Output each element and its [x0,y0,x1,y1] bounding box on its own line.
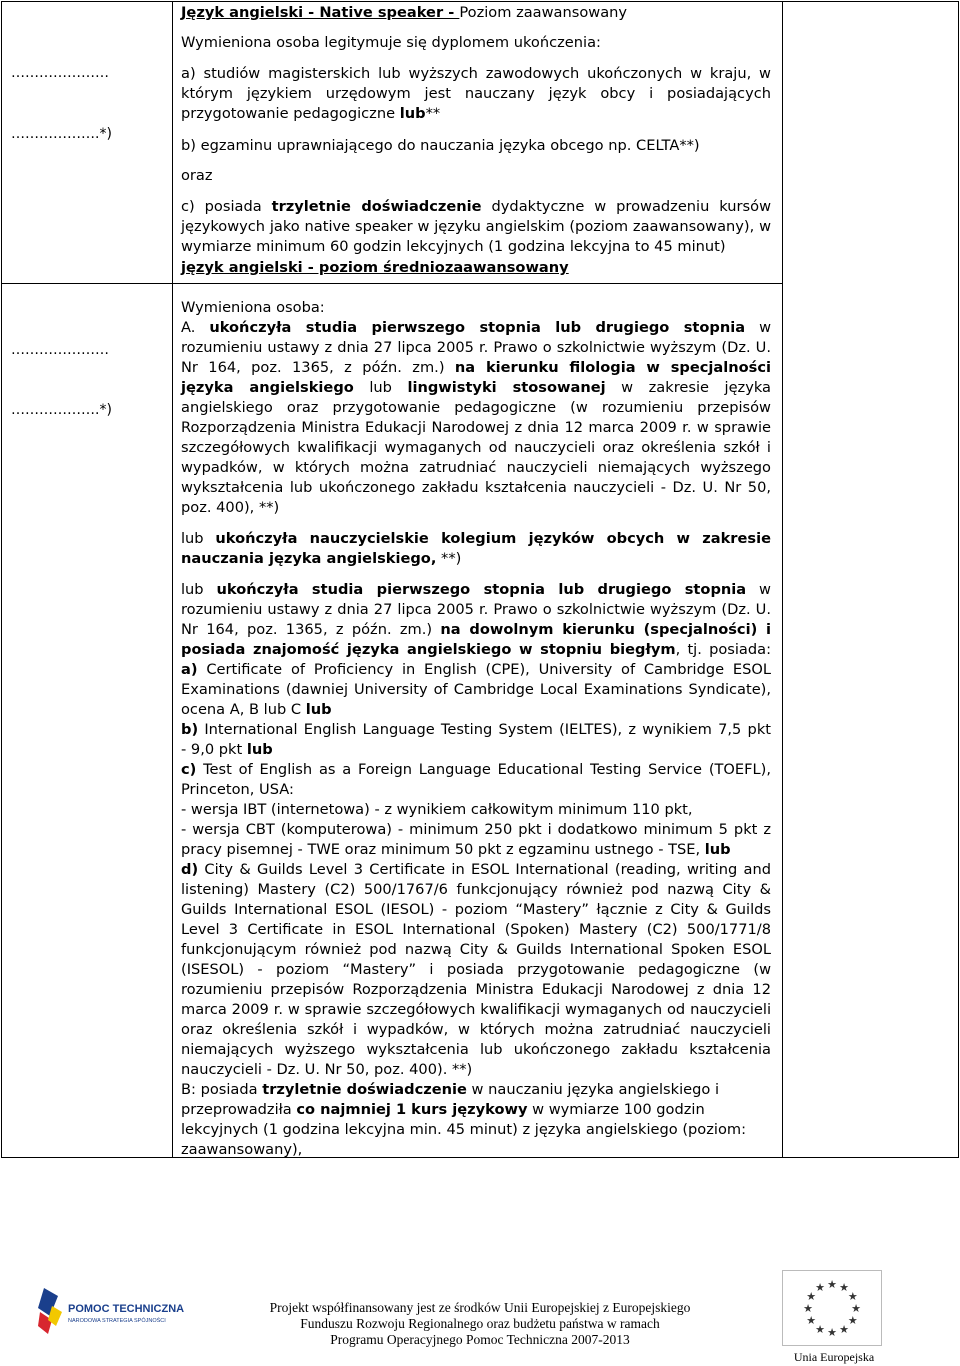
A-line: rozumieniu ustawy z dnia 27 lipca 2005 r. Prawo o szkolnictwie wyższym (Dz. U. [181,339,771,356]
bold-text: lingwistyki stosowanej [407,379,606,396]
cert-d-line: oraz określenia szkół i wypadków, w których można zatrudniać nauczycieli [181,1021,771,1038]
cert-d-line [181,860,771,880]
text-run: City & Guilds Level 3 Certificate in ESOL International (reading, writing and [198,861,771,878]
A-line [181,358,771,378]
eu-star-icon: ★ [839,1322,849,1336]
bold-text: na kierunku filologia w specjalności [454,359,771,376]
footer-line: Programu Operacyjnego Pomoc Techniczna 2007-2013 [330,1332,630,1347]
text-run: Nr 164, poz. 1365, z późn. zm.) [181,621,441,638]
item-a-bold: lub [399,105,426,122]
bold-text: posiada znajomość języka angielskiego w stopniu biegłym [181,641,676,658]
section1-title-bold: Język angielski - Native speaker - [181,4,460,21]
bold-text: d) [181,861,199,878]
footer-line: Funduszu Rozwoju Regionalnego oraz budżetu państwa w ramach [300,1316,660,1331]
eu-star-icon: ★ [847,1290,858,1303]
text-run: w wymiarze 100 godzin [527,1101,705,1118]
text-run: **) [436,550,462,567]
section1-oraz: oraz [181,167,213,184]
bold-text: a) [181,661,198,678]
cert-d-line: funkcjonującym również pod nazwą City & Guilds International Spoken ESOL [181,941,771,958]
pomoc-techniczna-emblem-icon [36,1286,64,1336]
footer-line: Projekt współfinansowany jest ze środków Unii Europejskiej z Europejskiego [269,1300,691,1315]
cert-a-line: Examinations (dawniej University of Cambridge Local Examinations Syndicate), [181,681,771,698]
bold-text: trzyletnie doświadczenie [262,1081,467,1098]
right-cell [783,2,959,1158]
text-run: pracy pisemnej - TWE oraz minimum 50 pkt z egzaminu ustnego - TSE, [181,841,705,858]
A-line [181,318,771,338]
row2-marker: ……………….*) [11,402,112,418]
section1-title-level: Poziom zaawansowany [459,4,628,21]
eu-star-icon: ★ [847,1314,858,1327]
bold-text: ukończyła studia pierwszego stopnia lub drugiego stopnia [209,319,746,336]
cert-d-line: listening) Mastery (C2) 500/1767/6 funkcjonujący również pod nazwą City & [181,881,771,898]
text-run: w [745,319,771,336]
section2-title [181,258,569,278]
eu-flag [782,1270,882,1346]
section1-item-c [181,197,771,257]
B-line: zaawansowany), [181,1141,303,1158]
section2-option-A [181,318,771,518]
A-line: angielskiego oraz przygotowanie pedagogiczne (w rozumieniu przepisów [181,399,771,416]
text-run: Nr 164, poz. 1365, z późn. zm.) [181,359,455,376]
B-line [181,1100,771,1120]
item-c-bold: trzyletnie doświadczenie [271,198,482,215]
eu-star-icon: ★ [839,1281,849,1295]
item-a-line [181,104,771,124]
text-run: Certificate of Proficiency in English (CPE), University of Cambridge ESOL [197,661,771,678]
bold-text: co najmniej 1 kurs językowy [296,1101,528,1118]
logo-subtitle: NARODOWA STRATEGIA SPÓJNOŚCI [68,1318,166,1324]
cert-c-line: - wersja CBT (komputerowa) - minimum 250 pkt i dodatkowo minimum 5 pkt z [181,821,771,838]
row1-dots: ………………… [11,65,109,81]
item-a-text: przygotowanie pedagogiczne [181,105,400,122]
eu-star-icon: ★ [806,1290,817,1303]
eu-label: Unia Europejska [793,1350,875,1364]
item-c-line: wymiarze minimum 60 godzin lekcyjnych (1 godzina lekcyjna to 45 minut) [181,238,726,255]
B-line [181,1080,771,1100]
eu-star-icon: ★ [851,1302,861,1315]
text-run: A. [181,319,210,336]
text-run: lub [353,379,408,396]
text-run: - 9,0 pkt [181,741,247,758]
cert-d-line: niemających wyższego wykształcenia lub ukończonego zakładu kształcenia [181,1041,771,1058]
section2-intro: Wymieniona osoba: [181,299,325,316]
eu-star-icon: ★ [815,1322,825,1336]
text-run: w nauczaniu języka angielskiego i [466,1081,720,1098]
K-line [181,549,771,569]
logo-title: POMOC TECHNICZNA [68,1303,185,1315]
cert-d-line: (ISESOL) - poziom “Mastery” i posiada przygotowanie pedagogiczne (w [181,961,771,978]
cert-d-line: Level 3 Certificate in ESOL International (Spoken) Mastery (C2) 500/1771/8 [181,921,771,938]
A-line: wypadków, w których można zatrudniać nauczycieli niemających wyższego [181,459,771,476]
text-run: w [746,581,771,598]
A-line: wykształcenia lub ukończonego zakładu kształcenia nauczycieli - Dz. U. Nr 50, [181,479,771,496]
bold-text: nauczania języka angielskiego, [181,550,437,567]
cert-d-line: nauczycieli - Dz. U. Nr 50, poz. 400). **) [181,1061,473,1078]
text-run: , tj. posiada: [675,641,771,658]
S-line [181,620,771,640]
section1-item-a [181,64,771,124]
cert-a-line [181,660,771,680]
section2-option-studia [181,580,771,1160]
text-run: International English Language Testing System (IELTES), z wynikiem 7,5 pkt [198,721,771,738]
row1-marker: ……………….*) [11,126,112,142]
text-run: ocena A, B lub C [181,701,306,718]
bold-text: lub [305,701,332,718]
item-c-line [181,197,771,217]
text-run: w zakresie języka [605,379,771,396]
text-run: przeprowadziła [181,1101,297,1118]
S-line [181,580,771,600]
section1-intro: Wymieniona osoba legitymuje się dyplomem ukończenia: [181,34,601,51]
section1-item-b: b) egzaminu uprawniającego do nauczania języka obcego np. CELTA**) [181,137,700,154]
text-run: lub [181,530,216,547]
A-line: Rozporządzenia Ministra Edukacji Narodowej z dnia 12 marca 2009 r. w sprawie [181,419,771,436]
cert-d-line: Guilds International ESOL (IESOL) - poziom “Mastery” łącznie z City & Guilds [181,901,771,918]
row2-dots: ………………… [11,342,109,358]
item-c-text: dydaktyczne w prowadzeniu kursów [481,198,772,215]
eu-star-icon: ★ [827,1278,837,1291]
eu-star-icon: ★ [806,1314,817,1327]
cert-c-line [181,840,771,860]
cert-b-line [181,720,771,740]
bold-text: na dowolnym kierunku (specjalności) i [440,621,771,638]
footer-project-text [236,1300,724,1348]
pomoc-techniczna-logo [36,1286,196,1338]
cert-c-line: Princeton, USA: [181,781,294,798]
cert-b-line [181,740,771,760]
cert-c-line [181,760,771,780]
item-a-suffix: ** [425,105,441,122]
bold-text: lub [704,841,731,858]
S-line: rozumieniu ustawy z dnia 27 lipca 2005 r. Prawo o szkolnictwie wyższym (Dz. U. [181,601,771,618]
A-line: szczegółowych kwalifikacji wymaganych od nauczycieli oraz określenia szkół i [181,439,771,456]
bold-text: b) [181,721,199,738]
item-a-line: a) studiów magisterskich lub wyższych zawodowych ukończonych w kraju, w [181,65,771,82]
text-run: lub [181,581,217,598]
item-c-line: językowych jako native speaker w języku angielskim (poziom zaawansowany), w [181,218,771,235]
eu-star-icon: ★ [827,1326,837,1339]
text-run: Test of English as a Foreign Language Educational Testing Service (TOEFL), [196,761,771,778]
cert-d-line: marca 2009 r. w sprawie szczegółowych kwalifikacji wymaganych od nauczycieli [181,1001,771,1018]
S-line [181,640,771,660]
bold-text: lub [246,741,273,758]
eu-stars-icon [783,1271,881,1345]
A-line [181,378,771,398]
section2-title-text: język angielski - poziom średniozaawansowany [181,259,569,276]
text-run: B: posiada [181,1081,263,1098]
eu-star-icon: ★ [815,1281,825,1295]
A-line: poz. 400), **) [181,499,280,516]
K-line [181,529,771,549]
section2-option-kolegium [181,529,771,569]
bold-text: języka angielskiego [181,379,354,396]
section1-title [181,3,627,23]
B-line: lekcyjnych (1 godzina lekcyjna min. 45 minut) z języka angielskiego (poziom: [181,1121,747,1138]
cert-d-line: rozumieniu przepisów Rozporządzenia Ministra Edukacji Narodowej z dnia 12 [181,981,771,998]
item-a-line: którym językiem urzędowym jest nauczany język obcy i posiadających [181,85,771,102]
item-c-text: c) posiada [181,198,272,215]
cert-c-line: - wersja IBT (internetowa) - z wynikiem całkowitym minimum 110 pkt, [181,801,693,818]
bold-text: c) [181,761,197,778]
bold-text: ukończyła studia pierwszego stopnia lub drugiego stopnia [216,581,747,598]
cert-a-line [181,700,771,720]
eu-star-icon: ★ [803,1302,813,1315]
bold-text: ukończyła nauczycielskie kolegium języków obcych w zakresie [215,530,771,547]
